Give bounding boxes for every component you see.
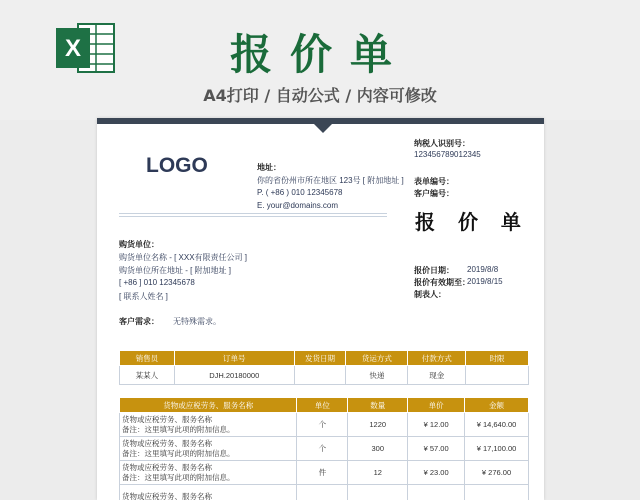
col-header: 销售员	[120, 351, 175, 366]
item-cell[interactable]	[120, 485, 297, 500]
col-header: 金额	[465, 398, 529, 413]
cell[interactable]: 某某人	[120, 366, 175, 385]
client-no-label: 客户编号：	[414, 189, 454, 198]
form-no-label: 表单编号：	[414, 177, 454, 186]
cell[interactable]	[466, 366, 529, 385]
cell[interactable]: 快递	[346, 366, 408, 385]
amount-cell[interactable]: ¥ 276.00	[465, 461, 529, 485]
address-label: 地址：	[257, 163, 281, 172]
item-note: 备注：这里填写此项的附加信息。	[122, 472, 235, 482]
cell[interactable]: DJH.20180000	[174, 366, 294, 385]
item-note: 备注：这里填写此项的附加信息。	[122, 448, 235, 458]
email-text: E. your@domains.com	[257, 201, 339, 210]
col-header: 货运方式	[346, 351, 408, 366]
col-header: 发货日期	[294, 351, 346, 366]
quote-date-label: 报价日期：	[414, 266, 454, 275]
amount-cell[interactable]: ¥ 14,640.00	[465, 413, 529, 437]
item-name: 货物或应税劳务、服务名称	[122, 462, 212, 472]
valid-until-label: 报价有效期至：	[414, 278, 470, 287]
unit-cell[interactable]	[297, 485, 348, 500]
table-row	[120, 485, 529, 500]
price-cell[interactable]: ¥ 23.00	[408, 461, 465, 485]
page-title: 报价单	[229, 30, 410, 79]
taxid-label: 纳税人识别号：	[414, 139, 470, 148]
col-header: 时限	[466, 351, 529, 366]
amount-cell[interactable]	[465, 485, 529, 500]
col-header: 货物或应税劳务、服务名称	[120, 398, 297, 413]
cell[interactable]	[294, 366, 346, 385]
col-header: 单位	[297, 398, 348, 413]
cell[interactable]: 现金	[408, 366, 466, 385]
qty-cell[interactable]	[348, 485, 408, 500]
unit-cell[interactable]: 个	[297, 437, 348, 461]
price-cell[interactable]	[408, 485, 465, 500]
item-name: 货物或应税劳务、服务名称	[122, 438, 212, 448]
item-name: 货物或应税劳务、服务名称	[122, 414, 212, 424]
table-row	[120, 413, 529, 437]
buyer-label: 购货单位：	[119, 240, 159, 249]
address-text: 你的省份州市所在地区 123号 [ 附加地址 ]	[257, 176, 404, 185]
page-subtitle: A4打印 / 自动公式 / 内容可修改	[203, 86, 437, 105]
qty-cell[interactable]: 1220	[348, 413, 408, 437]
items-table	[119, 397, 529, 500]
col-header: 订单号	[174, 351, 294, 366]
divider	[119, 213, 387, 214]
table-row	[120, 366, 529, 385]
col-header: 付款方式	[408, 351, 466, 366]
col-header: 数量	[348, 398, 408, 413]
price-cell[interactable]: ¥ 57.00	[408, 437, 465, 461]
item-cell[interactable]	[120, 461, 297, 485]
buyer-name: 购货单位名称 - [ XXX有限责任公司 ]	[119, 253, 248, 262]
quote-date-value: 2019/8/8	[467, 265, 499, 274]
col-header: 单价	[408, 398, 465, 413]
qty-cell[interactable]: 12	[348, 461, 408, 485]
amount-cell[interactable]: ¥ 17,100.00	[465, 437, 529, 461]
buyer-contact: [ 联系人姓名 ]	[119, 292, 168, 301]
order-table	[119, 350, 529, 385]
need-label: 客户需求：	[119, 317, 159, 326]
table-row	[120, 437, 529, 461]
buyer-phone: [ +86 ] 010 12345678	[119, 278, 195, 287]
qty-cell[interactable]: 300	[348, 437, 408, 461]
unit-cell[interactable]: 件	[297, 461, 348, 485]
valid-until-value: 2019/8/15	[467, 277, 503, 286]
item-name: 货物或应税劳务、服务名称	[122, 491, 212, 500]
item-note: 备注：这里填写此项的附加信息。	[122, 424, 235, 434]
sheet-title: 报 价 单	[415, 210, 529, 234]
unit-cell[interactable]: 个	[297, 413, 348, 437]
phone-text: P. ( +86 ) 010 12345678	[257, 188, 343, 197]
item-cell[interactable]	[120, 437, 297, 461]
svg-text:X: X	[64, 35, 82, 62]
item-cell[interactable]	[120, 413, 297, 437]
maker-label: 制表人：	[414, 290, 446, 299]
divider	[119, 216, 387, 217]
table-row	[120, 461, 529, 485]
buyer-address: 购货单位所在地址 - [ 附加地址 ]	[119, 266, 231, 275]
sheet-notch	[314, 124, 332, 133]
quote-sheet	[97, 118, 544, 500]
taxid-value: 123456789012345	[414, 150, 481, 159]
logo: LOGO	[146, 154, 208, 177]
price-cell[interactable]: ¥ 12.00	[408, 413, 465, 437]
need-value: 无特殊需求。	[173, 317, 221, 326]
